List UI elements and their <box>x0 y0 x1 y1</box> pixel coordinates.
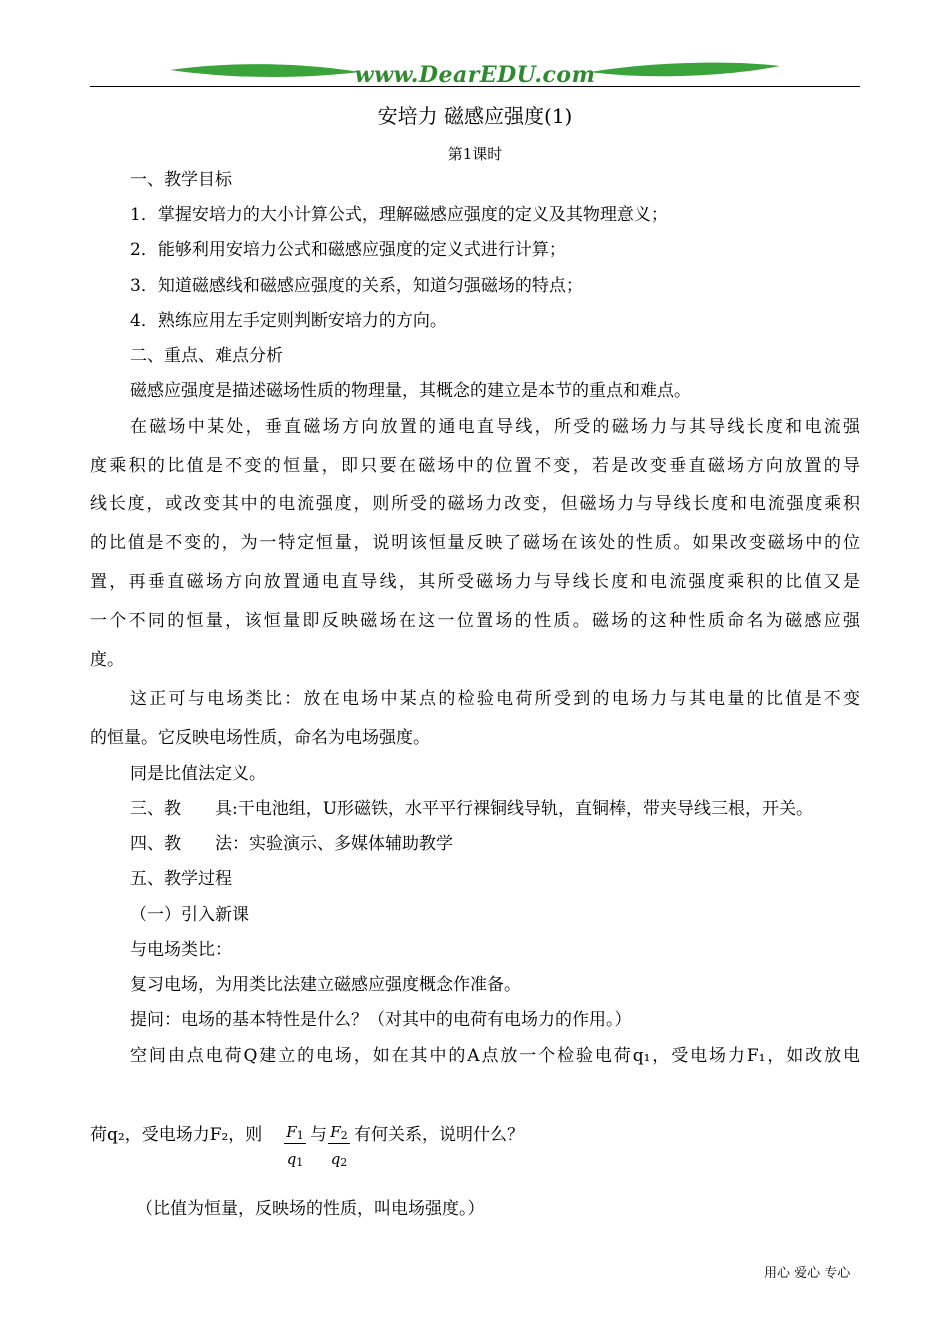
paragraph-line: 荷q₂，受电场力F₂，则 <box>90 1125 263 1145</box>
paragraph-line: 度。 <box>90 650 124 670</box>
paragraph-line: 同是比值法定义。 <box>130 764 266 784</box>
paragraph-text: 与 <box>310 1125 327 1145</box>
paragraph-line: 1．掌握安培力的大小计算公式，理解磁感应强度的定义及其物理意义； <box>130 205 668 225</box>
paragraph-line: 复习电场，为用类比法建立磁感应强度概念作准备。 <box>130 975 521 995</box>
paragraph-line: 2．能够利用安培力公式和磁感应强度的定义式进行计算； <box>130 240 566 260</box>
paragraph-text: 有何关系，说明什么？ <box>354 1125 524 1145</box>
section-heading: 四、教 法：实验演示、多媒体辅助教学 <box>130 834 453 854</box>
section-heading: 二、重点、难点分析 <box>130 346 283 366</box>
paragraph-line: 线长度，或改变其中的电流强度，则所受的磁场力改变，但磁场力与导线长度和电流强度乘积 <box>90 494 860 514</box>
site-logo-text: www.DearEDU.com <box>354 62 596 88</box>
fraction-bar <box>284 1143 306 1144</box>
section-heading: 三、教 具:干电池组，U形磁铁，水平平行裸铜线导轨，直铜棒，带夹导线三根，开关。 <box>130 799 814 819</box>
paragraph-line: 置，再垂直磁场方向放置通电直导线，其所受磁场力与导线长度和电流强度乘积的比值又是 <box>90 572 860 592</box>
page-footer: 用心 爱心 专心 <box>764 1266 851 1281</box>
paragraph-line: 这正可与电场类比：放在电场中某点的检验电荷所受到的电场力与其电量的比值是不变 <box>130 689 860 709</box>
paragraph-line: 与电场类比： <box>130 940 232 960</box>
fraction-bar <box>328 1143 350 1144</box>
paragraph-line: （比值为恒量，反映场的性质，叫电场强度。） <box>136 1199 485 1219</box>
paragraph-line: 磁感应强度是描述磁场性质的物理量，其概念的建立是本节的重点和难点。 <box>130 381 691 401</box>
subsection-heading: （一）引入新课 <box>130 905 249 925</box>
fraction-numerator: F2 <box>330 1123 348 1142</box>
document-title: 安培力 磁感应强度(1) <box>377 104 573 128</box>
paragraph-line: 提问：电场的基本特性是什么？（对其中的电荷有电场力的作用。） <box>130 1010 632 1030</box>
fraction-denominator: q2 <box>330 1150 348 1169</box>
paragraph-line: 空间由点电荷Q建立的电场，如在其中的A点放一个检验电荷q₁，受电场力F₁，如改放电 <box>130 1046 860 1066</box>
section-heading: 一、教学目标 <box>130 170 232 190</box>
paragraph-line: 在磁场中某处，垂直磁场方向放置的通电直导线，所受的磁场力与其导线长度和电流强 <box>130 417 860 437</box>
document-subtitle: 第1课时 <box>447 145 503 163</box>
paragraph-line: 的比值是不变的，为一特定恒量，说明该恒量反映了磁场在该处的性质。如果改变磁场中的位 <box>90 533 860 553</box>
paragraph-line: 3．知道磁感线和磁感应强度的关系，知道匀强磁场的特点； <box>130 276 583 296</box>
fraction-numerator: F1 <box>286 1123 304 1142</box>
paragraph-line: 的恒量。它反映电场性质，命名为电场强度。 <box>90 728 430 748</box>
paragraph-line: 一个不同的恒量，该恒量即反映磁场在这一位置场的性质。磁场的这种性质命名为磁感应强 <box>90 611 860 631</box>
header-divider <box>90 86 860 87</box>
paragraph-line: 4．熟练应用左手定则判断安培力的方向。 <box>130 311 447 331</box>
paragraph-line: 度乘积的比值是不变的恒量，即只要在磁场中的位置不变，若是改变垂直磁场方向放置的导 <box>90 456 860 476</box>
section-heading: 五、教学过程 <box>130 869 232 889</box>
fraction-denominator: q1 <box>286 1150 304 1169</box>
